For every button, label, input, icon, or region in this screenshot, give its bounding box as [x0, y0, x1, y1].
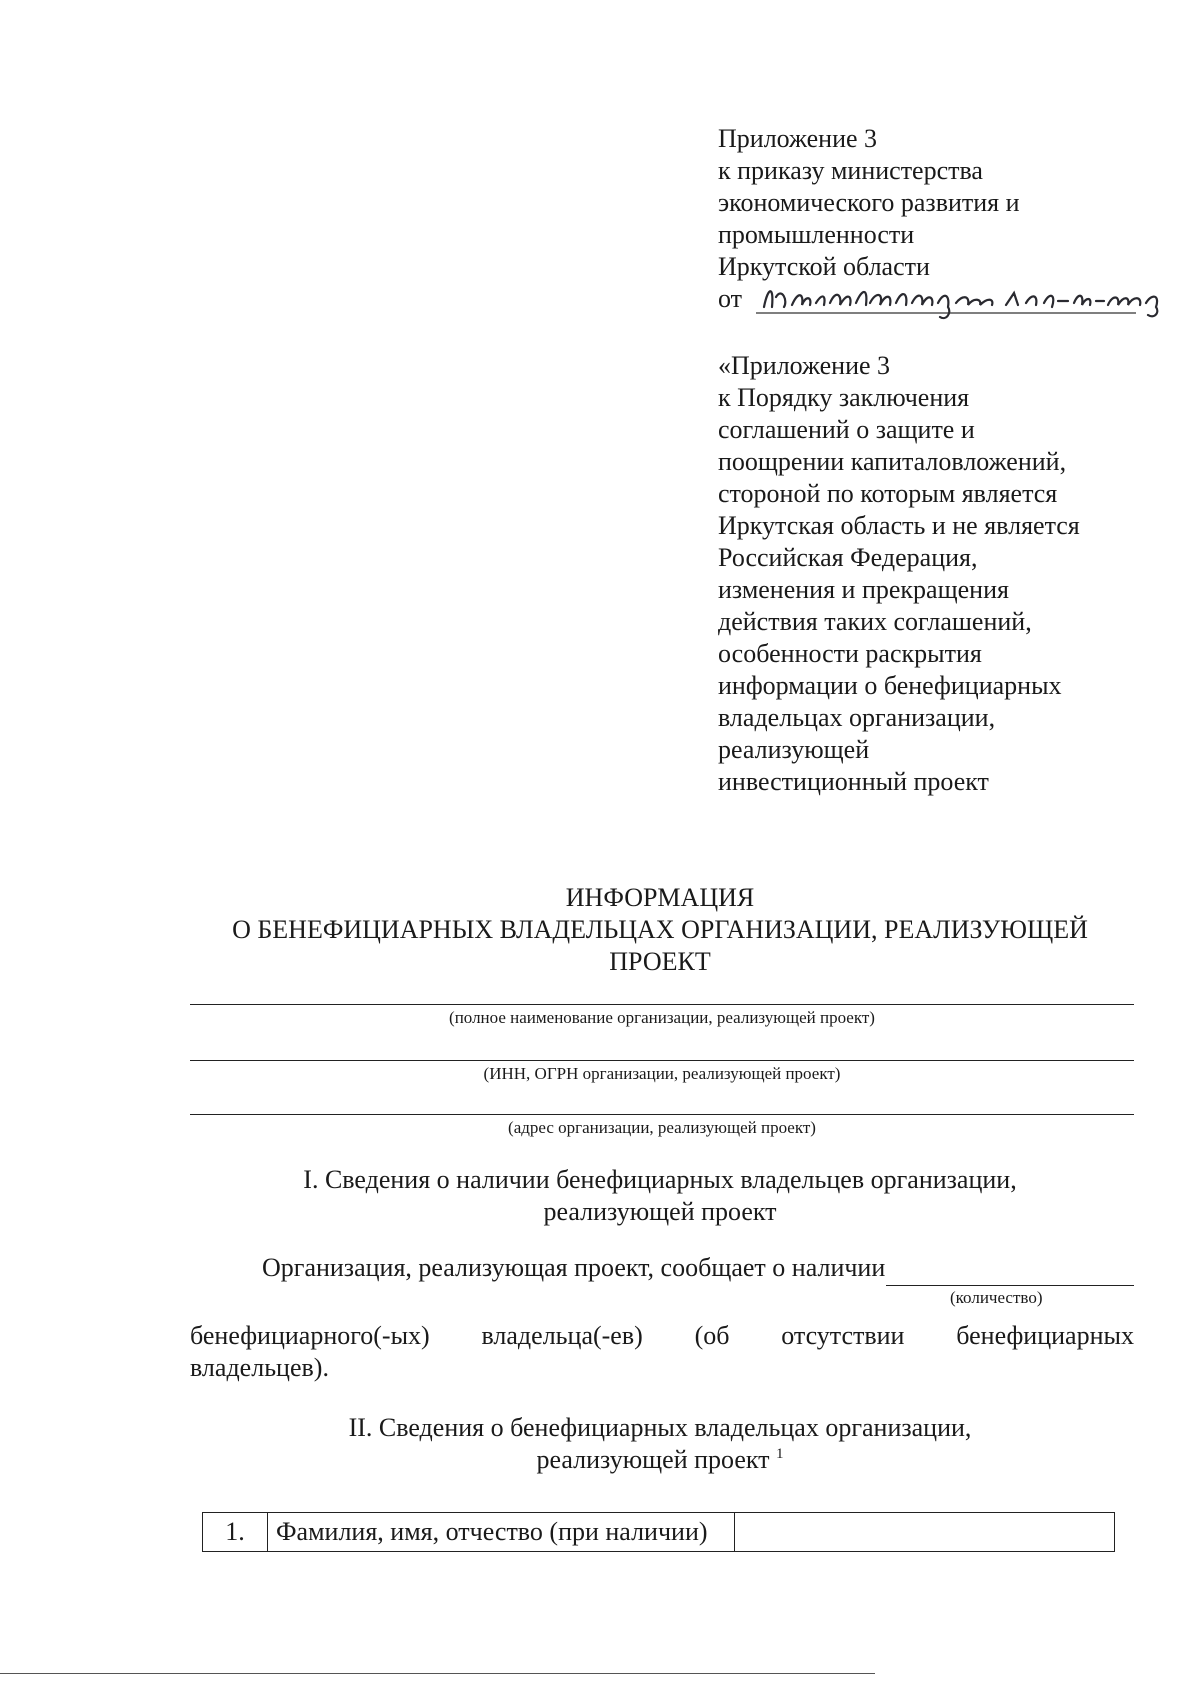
- appendix-line: к приказу министерства: [718, 156, 983, 185]
- justified-statement-line: [190, 1320, 1134, 1352]
- quantity-field[interactable]: [886, 1285, 1134, 1286]
- footnote-marker: 1: [776, 1446, 784, 1462]
- procedure-line: Иркутская область и не является: [718, 511, 1080, 540]
- procedure-line: информации о бенефициарных: [718, 671, 1062, 700]
- order-appendix-block: [718, 123, 1178, 315]
- procedure-line: соглашений о защите и: [718, 415, 975, 444]
- appendix-line: экономического развития и: [718, 188, 1020, 217]
- statement-word: бенефициарного(-ых): [190, 1321, 430, 1350]
- statement-ending: владельцев).: [190, 1353, 329, 1382]
- page-bottom-rule: [0, 1673, 875, 1674]
- section-heading-line: реализующей проект: [543, 1197, 777, 1226]
- row-value-cell[interactable]: [735, 1513, 1115, 1552]
- title-line: О БЕНЕФИЦИАРНЫХ ВЛАДЕЛЬЦАХ ОРГАНИЗАЦИИ, РЕАЛИЗУЮЩЕЙ: [232, 915, 1088, 944]
- statement-word: (об: [694, 1321, 730, 1350]
- quantity-caption: (количество): [950, 1288, 1043, 1307]
- procedure-line: действия таких соглашений,: [718, 607, 1032, 636]
- appendix-line: Иркутской области: [718, 252, 930, 281]
- procedure-line: реализующей: [718, 735, 870, 764]
- procedure-line: Российская Федерация,: [718, 543, 978, 572]
- section-heading-text: реализующей проект: [536, 1445, 770, 1474]
- title-line: ПРОЕКТ: [609, 947, 711, 976]
- order-date-line: [718, 283, 1178, 315]
- procedure-line: особенности раскрытия: [718, 639, 982, 668]
- org-name-field[interactable]: [190, 1004, 1134, 1005]
- inn-ogrn-field[interactable]: [190, 1060, 1134, 1061]
- statement-word: отсутствии: [781, 1321, 905, 1350]
- row-number: 1.: [203, 1513, 268, 1552]
- section-heading-line: [180, 1444, 1140, 1476]
- section-heading-line: I. Сведения о наличии бенефициарных владельцев организации,: [303, 1165, 1017, 1194]
- procedure-appendix-block: [718, 350, 1178, 798]
- appendix-line: промышленности: [718, 220, 915, 249]
- procedure-line: владельцах организации,: [718, 703, 996, 732]
- handwritten-order-number: [756, 273, 1176, 333]
- statement-word: бенефициарных: [956, 1321, 1134, 1350]
- procedure-line: стороной по которым является: [718, 479, 1058, 508]
- section-heading-line: II. Сведения о бенефициарных владельцах организации,: [348, 1413, 972, 1442]
- address-caption: (адрес организации, реализующей проект): [508, 1118, 816, 1137]
- procedure-line: к Порядку заключения: [718, 383, 970, 412]
- section-2-heading: [180, 1412, 1140, 1476]
- beneficial-owners-table: [202, 1512, 1115, 1552]
- appendix-line: Приложение 3: [718, 124, 878, 153]
- procedure-line: инвестиционный проект: [718, 767, 989, 796]
- table-row: [203, 1513, 1115, 1552]
- date-prefix: от: [718, 284, 743, 313]
- document-title: [180, 882, 1140, 978]
- procedure-line: «Приложение 3: [718, 351, 891, 380]
- procedure-line: поощрении капиталовложений,: [718, 447, 1067, 476]
- presence-statement: Организация, реализующая проект, сообщает о наличии: [262, 1253, 886, 1282]
- statement-word: владельца(-ев): [481, 1321, 643, 1350]
- row-label: Фамилия, имя, отчество (при наличии): [268, 1513, 735, 1552]
- org-name-caption: (полное наименование организации, реализующей проект): [449, 1008, 875, 1027]
- title-line: ИНФОРМАЦИЯ: [565, 883, 755, 912]
- inn-ogrn-caption: (ИНН, ОГРН организации, реализующей проект): [483, 1064, 841, 1083]
- address-field[interactable]: [190, 1114, 1134, 1115]
- procedure-line: изменения и прекращения: [718, 575, 1009, 604]
- section-1-heading: [180, 1164, 1140, 1228]
